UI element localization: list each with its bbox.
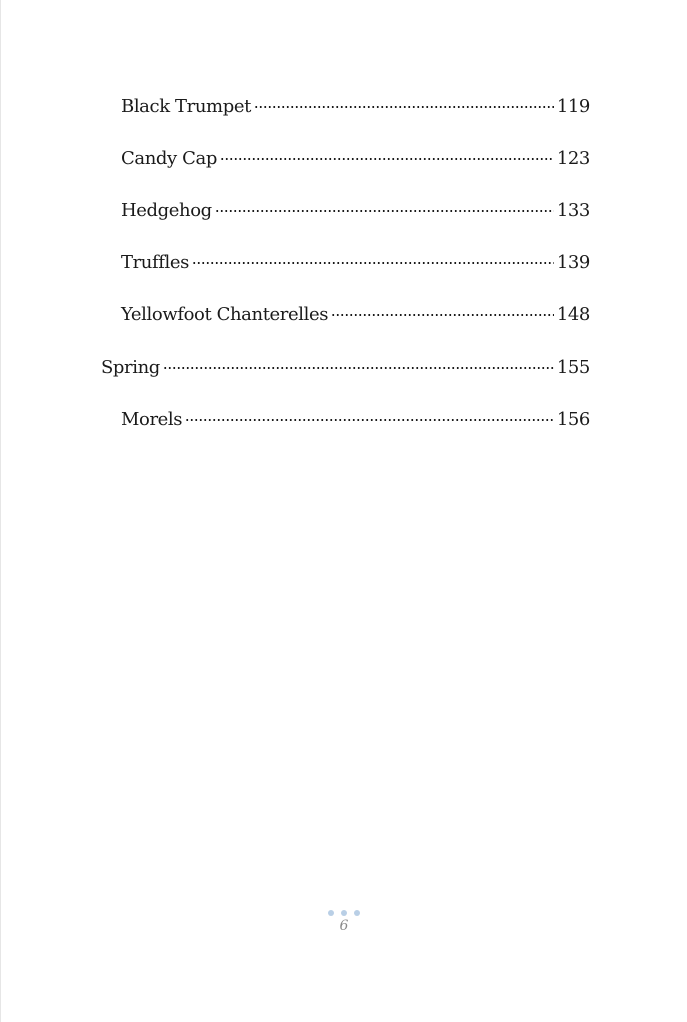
toc-entry-spring[interactable] — [101, 355, 590, 381]
toc-entry-page: 156 — [556, 409, 590, 430]
dot-leader — [254, 106, 554, 108]
toc-entry-page: 133 — [556, 200, 590, 221]
footer-dot — [341, 910, 347, 916]
footer-ornament — [328, 910, 360, 916]
toc-entry-morels[interactable] — [121, 407, 590, 433]
toc-entry-title: Morels — [121, 409, 183, 430]
footer-dot — [354, 910, 360, 916]
dot-leader — [215, 210, 554, 212]
toc-entry-page: 119 — [556, 96, 590, 117]
dot-leader — [331, 314, 554, 316]
toc-entry-title: Yellowfoot Chanterelles — [121, 304, 329, 325]
toc-entry-yellowfoot-chanterelles[interactable] — [121, 302, 590, 328]
dot-leader — [163, 367, 554, 369]
toc-entry-title: Candy Cap — [121, 148, 217, 169]
toc-entry-title: Hedgehog — [121, 200, 212, 221]
toc-entry-title: Black Trumpet — [121, 96, 251, 117]
toc-entry-page: 155 — [556, 357, 590, 378]
toc-entry-hedgehog[interactable] — [121, 198, 590, 224]
dot-leader — [220, 158, 554, 160]
dot-leader — [185, 419, 554, 421]
toc-entry-title: Truffles — [121, 252, 189, 273]
toc-entry-page: 123 — [556, 148, 590, 169]
toc-entry-title: Spring — [101, 357, 160, 378]
footer-dot — [328, 910, 334, 916]
toc-entry-black-trumpet[interactable] — [121, 94, 590, 120]
toc-entry-page: 148 — [556, 304, 590, 325]
page-number: 6 — [339, 918, 349, 934]
toc-entry-truffles[interactable] — [121, 250, 590, 276]
toc-entry-page: 139 — [556, 252, 590, 273]
dot-leader — [192, 262, 554, 264]
toc-entry-candy-cap[interactable] — [121, 146, 590, 172]
